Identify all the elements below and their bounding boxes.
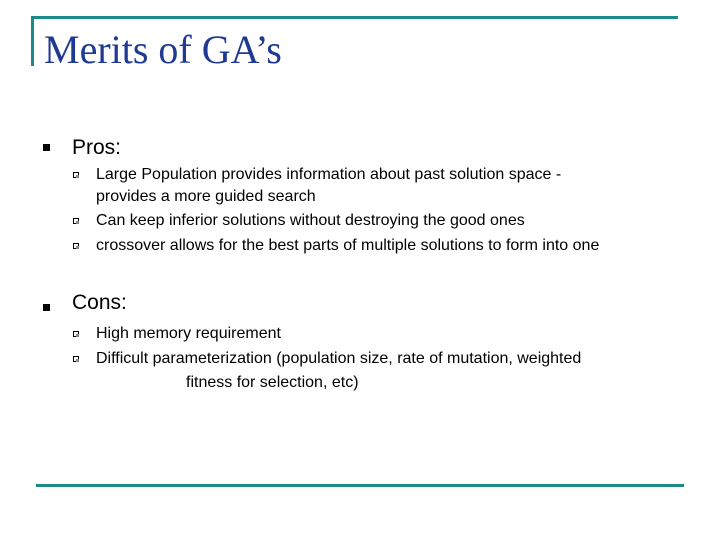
sub-bullet-icon	[73, 218, 79, 224]
cons-item-1: High memory requirement	[96, 325, 281, 342]
sub-bullet-icon	[73, 331, 79, 337]
pros-item-3: crossover allows for the best parts of multiple solutions to form into one	[96, 237, 600, 254]
section-label-cons: Cons:	[72, 291, 127, 314]
pros-item-2: Can keep inferior solutions without destroying the good ones	[96, 212, 525, 229]
sub-bullet-icon	[73, 356, 79, 362]
pros-item-1-line2: provides a more guided search	[96, 188, 316, 205]
sub-bullet-icon	[73, 172, 79, 178]
slide-title: Merits of GA’s	[44, 27, 282, 72]
cons-item-2-line1: Difficult parameterization (population size, rate of mutation, weighted	[96, 350, 582, 367]
section-label-pros: Pros:	[72, 136, 122, 159]
bottom-rule	[36, 484, 684, 487]
cons-item-2-line2: fitness for selection, etc)	[186, 374, 359, 391]
top-rule	[31, 16, 678, 19]
bullet-square-icon	[43, 144, 50, 151]
bullet-square-icon	[43, 304, 50, 311]
left-rule	[31, 16, 34, 66]
sub-bullet-icon	[73, 243, 79, 249]
pros-item-1-line1: Large Population provides information about past solution space -	[96, 166, 562, 183]
